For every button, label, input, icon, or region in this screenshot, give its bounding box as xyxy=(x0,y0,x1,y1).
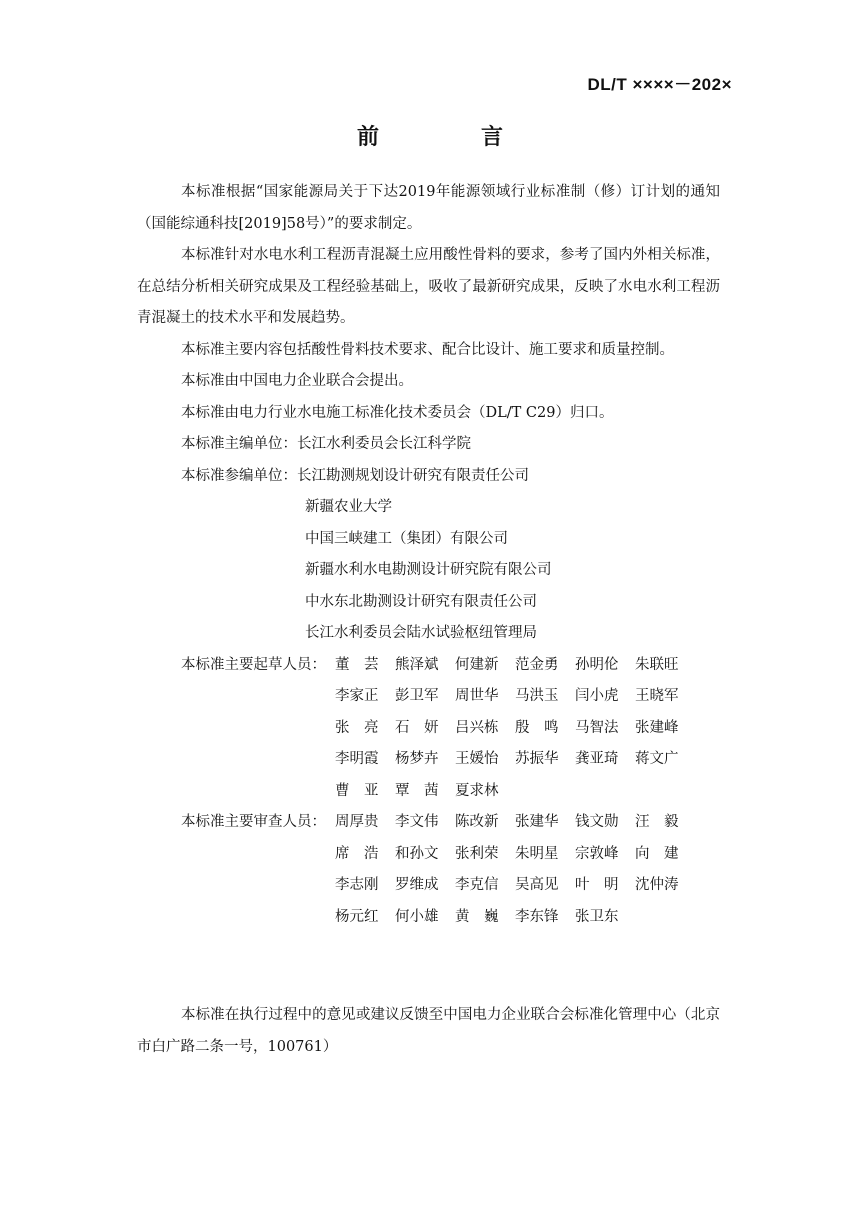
person-name: 王媛怡 xyxy=(455,751,499,767)
foreword-body xyxy=(137,177,720,933)
reviewers-row xyxy=(137,902,720,934)
person-name: 李文伟 xyxy=(395,814,439,830)
person-name: 席 浩 xyxy=(335,845,379,862)
person-name: 王晓军 xyxy=(635,688,679,704)
person-name: 殷 鸣 xyxy=(515,719,559,736)
person-name: 宗敦峰 xyxy=(575,845,619,862)
person-name: 周世华 xyxy=(455,688,499,704)
page-title: 前 言 xyxy=(356,125,543,150)
drafters-row xyxy=(137,713,720,745)
chief-unit-line: 本标准主编单位：长江水利委员会长江科学院 xyxy=(181,436,471,452)
feedback-note xyxy=(137,1000,720,1063)
participant-unit: 新疆农业大学 xyxy=(305,499,392,515)
person-name: 张 亮 xyxy=(335,719,379,736)
participant-unit: 新疆水利水电勘测设计研究院有限公司 xyxy=(305,562,552,578)
person-name: 董 芸 xyxy=(335,656,379,673)
participant-units-first xyxy=(137,461,720,493)
person-name: 曹 亚 xyxy=(335,782,379,799)
drafters-row xyxy=(137,776,720,808)
person-name: 李志刚 xyxy=(335,877,379,893)
person-name: 李明霞 xyxy=(335,751,379,767)
participant-unit: 中国三峡建工（集团）有限公司 xyxy=(305,530,508,547)
reviewers-row xyxy=(137,870,720,902)
proposer-line: 本标准由中国电力企业联合会提出。 xyxy=(181,373,413,389)
standard-code: DL/T ××××－202× xyxy=(587,75,732,94)
committee-line: 本标准由电力行业水电施工标准化技术委员会（DL/T C29）归口。 xyxy=(181,404,614,421)
person-name: 杨梦卉 xyxy=(395,751,439,767)
person-name: 张卫东 xyxy=(575,908,619,925)
person-name: 何小雄 xyxy=(395,908,439,925)
participant-unit: 长江水利委员会陆水试验枢纽管理局 xyxy=(305,625,537,641)
person-name: 张建峰 xyxy=(635,719,679,736)
person-name: 杨元红 xyxy=(335,908,379,925)
reviewers-list xyxy=(137,807,720,933)
paragraph-scope: 本标准针对水电水利工程沥青混凝土应用酸性骨料的要求，参考了国内外相关标准，在总结分析相关研究成果及工程经验基础上，吸收了最新研究成果，反映了水电水利工程沥青混凝土的技术水平和发展趋势。 xyxy=(137,247,720,326)
person-name: 何建新 xyxy=(455,656,499,673)
drafters-row xyxy=(137,650,720,682)
person-name: 吴高见 xyxy=(515,877,559,893)
person-name: 熊泽斌 xyxy=(395,656,439,673)
person-name: 闫小虎 xyxy=(575,688,619,704)
content-line: 本标准主要内容包括酸性骨料技术要求、配合比设计、施工要求和质量控制。 xyxy=(181,341,674,358)
participant-label: 本标准参编单位： xyxy=(181,467,297,484)
person-name: 张利荣 xyxy=(455,845,499,862)
drafters-row xyxy=(137,744,720,776)
person-name: 周厚贵 xyxy=(335,814,379,830)
participant-unit: 长江勘测规划设计研究有限责任公司 xyxy=(297,467,529,484)
reviewers-row xyxy=(137,807,720,839)
person-name: 陈改新 xyxy=(455,814,499,830)
person-name: 朱明星 xyxy=(515,845,559,862)
person-name: 覃 茜 xyxy=(395,782,439,799)
reviewers-row xyxy=(137,839,720,871)
drafters-list xyxy=(137,650,720,808)
person-name: 汪 毅 xyxy=(635,814,679,830)
person-name: 向 建 xyxy=(635,845,679,862)
person-name: 范金勇 xyxy=(515,656,559,673)
reviewers-label: 本标准主要审查人员： xyxy=(181,814,326,830)
person-name: 和孙文 xyxy=(395,845,439,862)
person-name: 夏求林 xyxy=(455,782,499,799)
person-name: 孙明伦 xyxy=(575,656,619,673)
person-name: 李家正 xyxy=(335,688,379,704)
participant-unit: 中水东北勘测设计研究有限责任公司 xyxy=(305,593,537,610)
feedback-paragraph: 本标准在执行过程中的意见或建议反馈至中国电力企业联合会标准化管理中心（北京市白广路二条一号，100761） xyxy=(137,1007,720,1055)
person-name: 龚亚琦 xyxy=(575,751,619,767)
person-name: 钱文勋 xyxy=(575,814,619,830)
person-name: 苏振华 xyxy=(515,751,559,767)
person-name: 彭卫军 xyxy=(395,688,439,704)
person-name: 石 妍 xyxy=(395,719,439,736)
person-name: 沈仲涛 xyxy=(635,877,679,893)
paragraph-basis: 本标准根据“国家能源局关于下达2019年能源领域行业标准制（修）订计划的通知（国能综通科技[2019]58号）”的要求制定。 xyxy=(137,184,720,232)
person-name: 李东锋 xyxy=(515,908,559,925)
person-name: 蒋文广 xyxy=(635,751,679,767)
person-name: 李克信 xyxy=(455,877,499,893)
person-name: 马洪玉 xyxy=(515,688,559,704)
drafters-row xyxy=(137,681,720,713)
person-name: 吕兴栋 xyxy=(455,719,499,736)
person-name: 朱联旺 xyxy=(635,656,679,673)
person-name: 罗维成 xyxy=(395,877,439,893)
person-name: 张建华 xyxy=(515,814,559,830)
drafters-label: 本标准主要起草人员： xyxy=(181,656,326,673)
person-name: 黄 巍 xyxy=(455,908,499,925)
person-name: 叶 明 xyxy=(575,877,619,893)
person-name: 马智法 xyxy=(575,719,619,736)
